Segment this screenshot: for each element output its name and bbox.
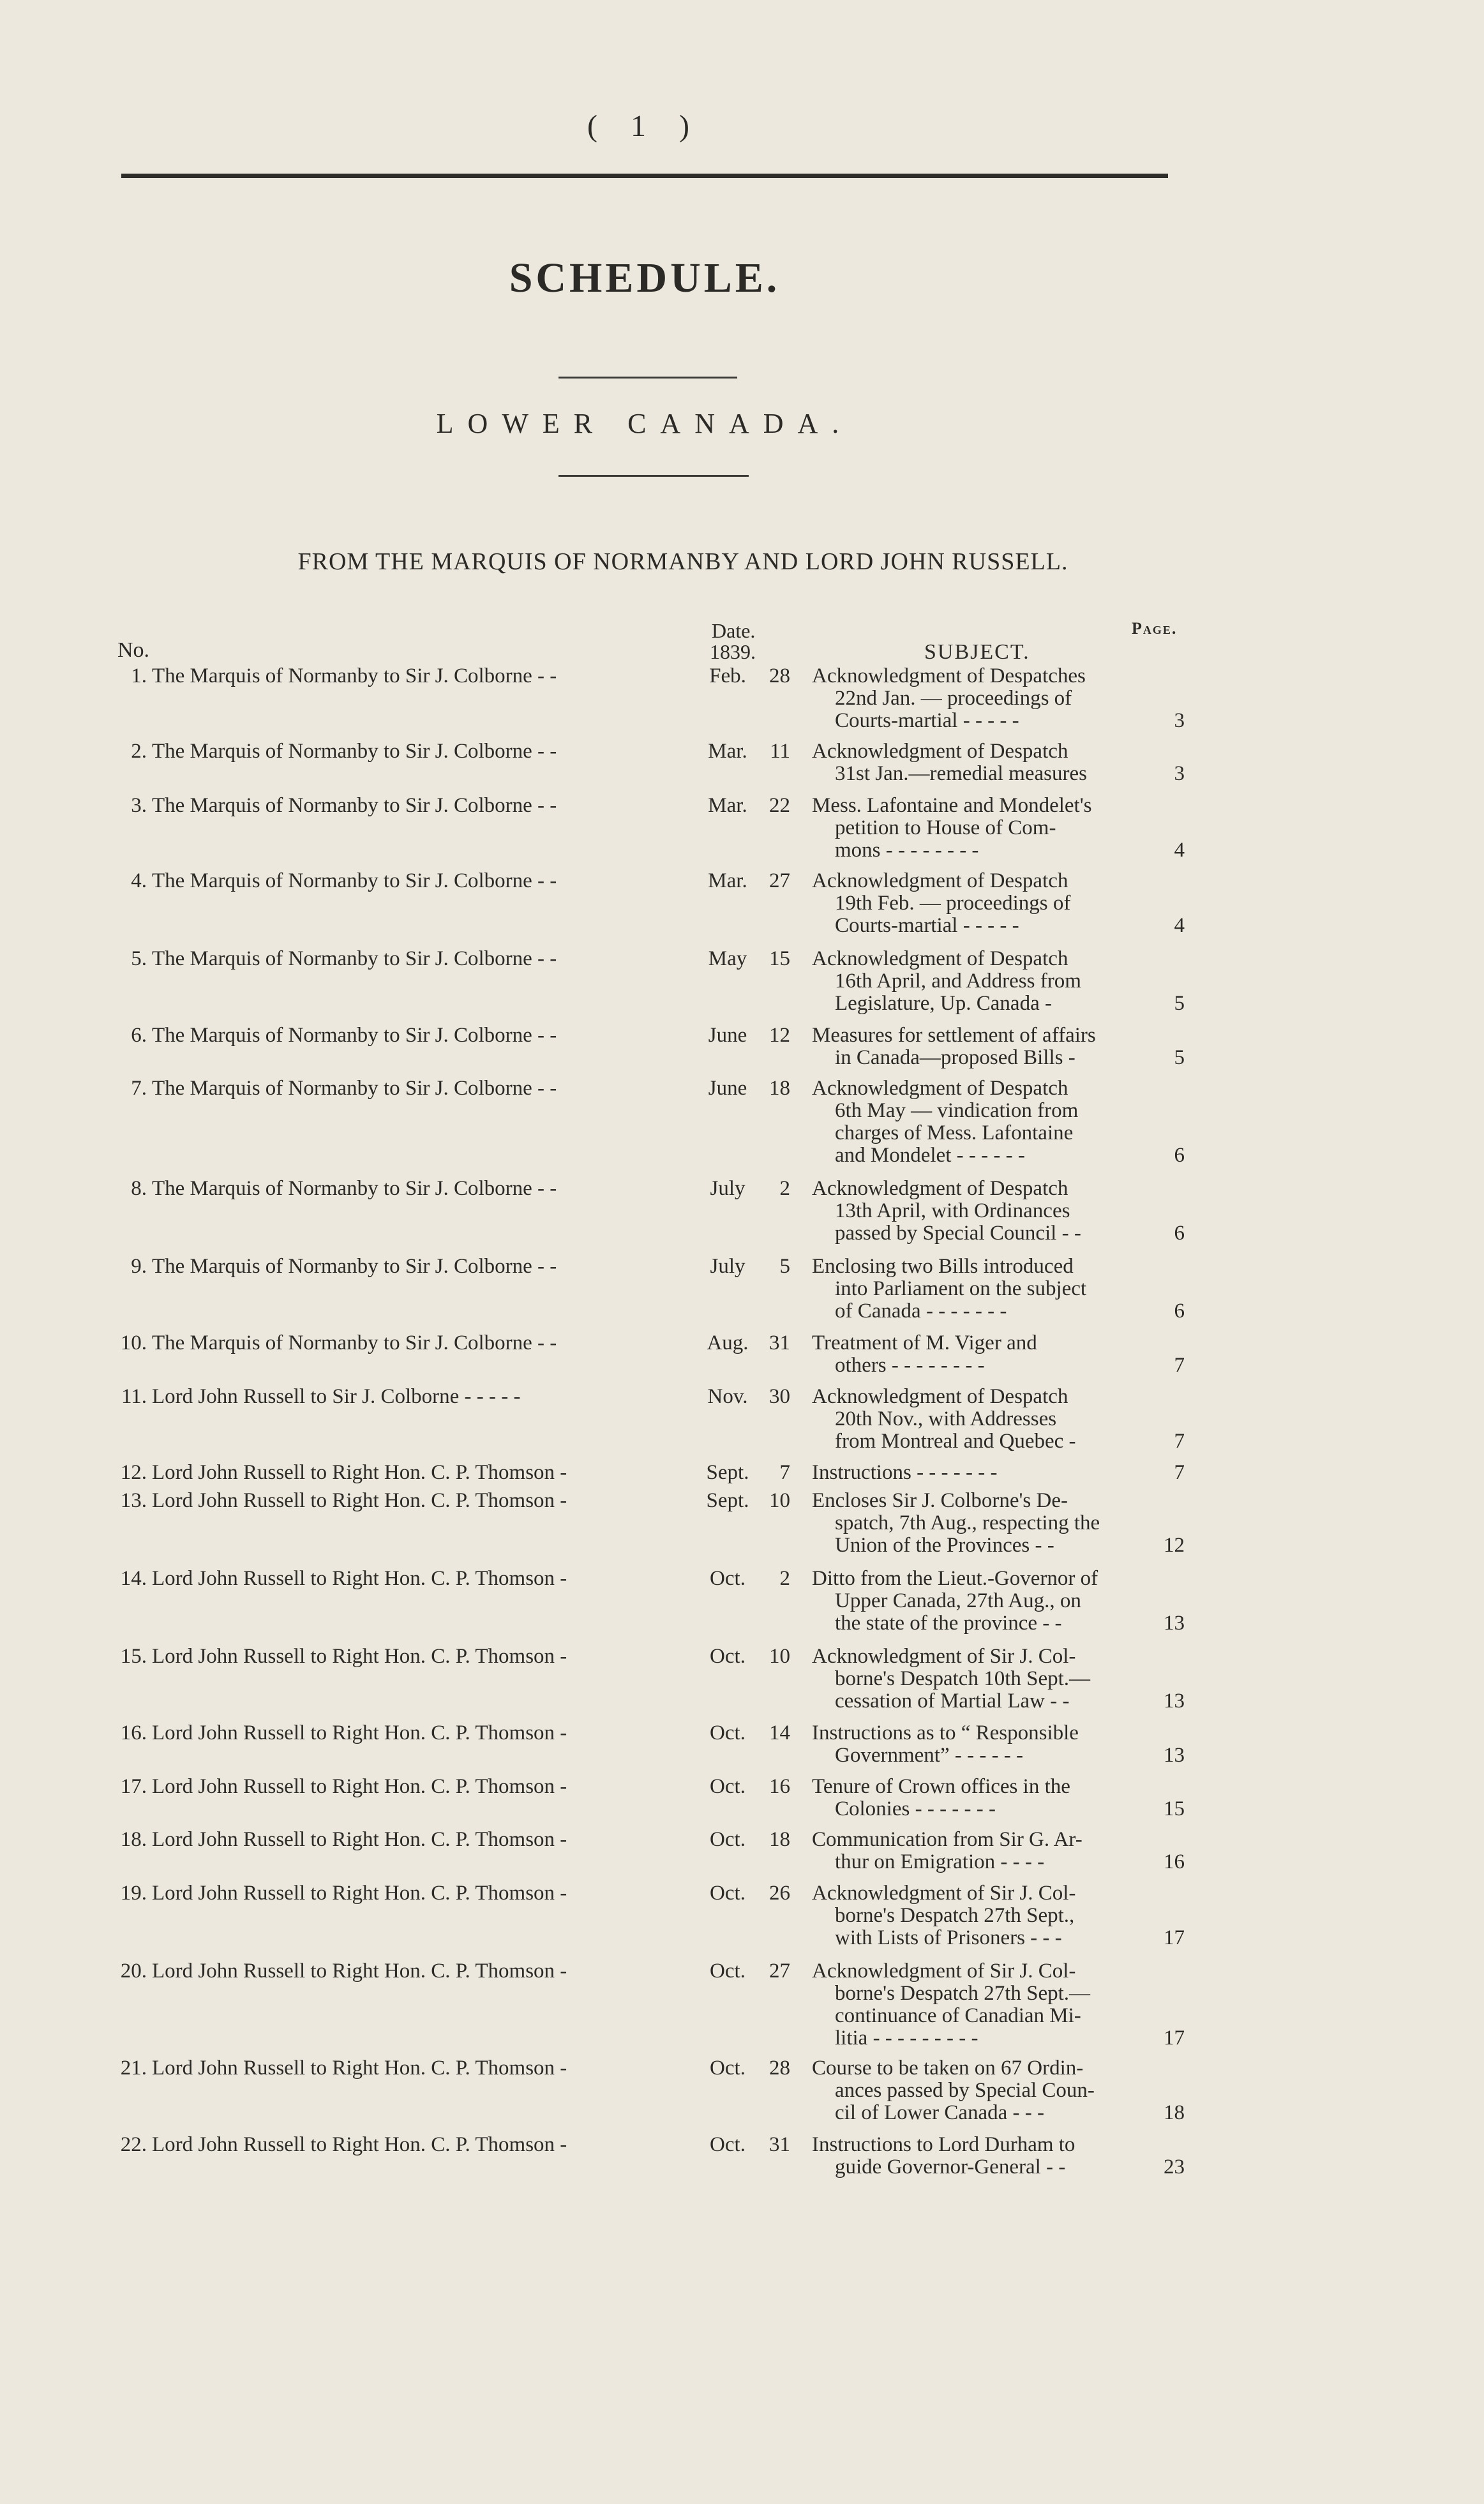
entry-page-number: 13 [1164,1744,1185,1767]
entry-page-number: 17 [1164,1926,1185,1949]
entry-day: 27 [769,869,790,892]
entry-number: 1. [131,664,147,687]
column-header-subject: SUBJECT. [924,640,1030,664]
entry-subject-line: into Parliament on the subject [835,1277,1087,1300]
page-title: SCHEDULE. [509,255,781,301]
entry-month: Nov. [707,1385,748,1408]
entry-page-number: 4 [1174,839,1185,862]
entry-subject [812,795,1144,862]
entry-day: 26 [769,1882,790,1905]
entry-number: 11. [121,1385,147,1408]
entry-subject [812,1776,1144,1820]
entry-subject-line: with Lists of Prisoners - - - [835,1926,1062,1949]
entry-number: 9. [131,1255,147,1278]
entry-correspondents: The Marquis of Normanby to Sir J. Colborne - - [152,947,557,970]
entry-subject-line: the state of the province - - [835,1612,1062,1635]
entry-day: 27 [769,1960,790,1983]
entry-subject-line: borne's Despatch 27th Sept., [835,1904,1075,1927]
entry-page-number: 3 [1174,709,1185,732]
entry-page-number: 4 [1174,914,1185,937]
from-heading: FROM THE MARQUIS OF NORMANBY AND LORD JOHN RUSSELL. [297,548,1068,575]
entry-month: Aug. [707,1331,749,1354]
entry-subject-line: Acknowledgment of Sir J. Col- [812,1645,1076,1668]
entry-number: 15. [120,1645,147,1668]
entry-number: 12. [120,1461,147,1484]
entry-month: Sept. [706,1461,749,1484]
entry-number: 16. [120,1721,147,1744]
entry-page-number: 16 [1164,1850,1185,1873]
entry-subject [812,1332,1144,1377]
entry-month: Oct. [710,1960,746,1983]
region-heading: LOWER CANADA. [436,408,853,439]
entry-subject-line: Mess. Lafontaine and Mondelet's [812,794,1092,817]
entry-subject [812,1646,1144,1713]
entry-subject-line: Enclosing two Bills introduced [812,1255,1074,1278]
entry-number: 19. [120,1882,147,1905]
entry-month: Sept. [706,1489,749,1512]
entry-page-number: 23 [1164,2155,1185,2178]
entry-subject-line: Union of the Provinces - - [835,1534,1054,1557]
entry-subject-line: 22nd Jan. — proceedings of [835,687,1072,710]
entry-subject [812,2057,1144,2124]
entry-month: Mar. [708,869,747,892]
entry-subject-line: from Montreal and Quebec - [835,1430,1076,1453]
entry-subject-line: spatch, 7th Aug., respecting the [835,1511,1100,1534]
entry-correspondents: The Marquis of Normanby to Sir J. Colborne - - [152,794,557,817]
entry-correspondents: The Marquis of Normanby to Sir J. Colborne - - [152,1255,557,1278]
entry-page-number: 5 [1174,1046,1185,1069]
entry-subject-line: Course to be taken on 67 Ordin- [812,2057,1084,2080]
entry-month: Oct. [710,1721,746,1744]
entry-subject-line: Tenure of Crown offices in the [812,1775,1070,1798]
entry-subject-line: ances passed by Special Coun- [835,2079,1095,2102]
column-header-year: 1839. [710,640,756,663]
entry-subject-line: charges of Mess. Lafontaine [835,1121,1074,1144]
entry-subject-line: thur on Emigration - - - - [835,1850,1045,1873]
entry-correspondents: The Marquis of Normanby to Sir J. Colborne - - [152,1024,557,1047]
entry-page-number: 13 [1164,1690,1185,1713]
entry-correspondents: Lord John Russell to Right Hon. C. P. Thomson - [152,2057,567,2080]
entry-month: Oct. [710,1882,746,1905]
entry-month: Oct. [710,1567,746,1590]
entry-subject-line: continuance of Canadian Mi- [835,2004,1081,2027]
entry-subject-line: borne's Despatch 27th Sept.— [835,1982,1091,2005]
entry-number: 14. [120,1567,147,1590]
entry-day: 11 [770,740,790,763]
entry-page-number: 18 [1164,2101,1185,2124]
entry-correspondents: Lord John Russell to Right Hon. C. P. Thomson - [152,1461,567,1484]
entry-subject-line: Encloses Sir J. Colborne's De- [812,1489,1068,1512]
entry-day: 18 [769,1828,790,1851]
entry-month: Oct. [710,1645,746,1668]
entry-number: 17. [120,1775,147,1798]
column-header-no: No. [117,638,150,662]
entry-day: 16 [769,1775,790,1798]
entry-month: Feb. [709,664,746,687]
entry-subject [812,740,1144,785]
entry-correspondents: The Marquis of Normanby to Sir J. Colborne - - [152,664,557,687]
entry-correspondents: Lord John Russell to Right Hon. C. P. Thomson - [152,1489,567,1512]
entry-subject-line: of Canada - - - - - - - [835,1300,1007,1323]
entry-subject [812,2134,1144,2178]
entry-subject-line: Acknowledgment of Despatches [812,664,1086,687]
entry-page-number: 3 [1174,762,1185,785]
entry-subject-line: and Mondelet - - - - - - [835,1144,1025,1167]
entry-subject [812,1462,1144,1484]
entry-number: 3. [131,794,147,817]
entry-correspondents: The Marquis of Normanby to Sir J. Colborne - - [152,869,557,892]
entry-correspondents: The Marquis of Normanby to Sir J. Colborne - - [152,1177,557,1200]
entry-page-number: 6 [1174,1300,1185,1323]
entry-subject-line: guide Governor-General - - [835,2155,1066,2178]
entry-page-number: 6 [1174,1144,1185,1167]
entry-page-number: 17 [1164,2027,1185,2050]
entry-subject-line: 13th April, with Ordinances [835,1199,1070,1222]
entry-page-number: 6 [1174,1222,1185,1245]
entry-number: 21. [120,2057,147,2080]
entry-subject-line: petition to House of Com- [835,816,1056,839]
entry-subject [812,1568,1144,1635]
entry-day: 28 [769,2057,790,2080]
entry-number: 5. [131,947,147,970]
entry-day: 5 [779,1255,790,1278]
entry-day: 7 [779,1461,790,1484]
entry-page-number: 12 [1164,1534,1185,1557]
entry-subject-line: Acknowledgment of Despatch [812,947,1068,970]
entry-number: 2. [131,740,147,763]
entry-subject-line: Upper Canada, 27th Aug., on [835,1589,1081,1612]
entry-correspondents: The Marquis of Normanby to Sir J. Colborne - - [152,1077,557,1100]
entry-correspondents: Lord John Russell to Sir J. Colborne - - - - - [152,1385,521,1408]
entry-subject-line: Acknowledgment of Despatch [812,1177,1068,1200]
entry-subject-line: cessation of Martial Law - - [835,1690,1070,1713]
entry-day: 10 [769,1489,790,1512]
entry-month: June [708,1077,747,1100]
entry-correspondents: Lord John Russell to Right Hon. C. P. Thomson - [152,1960,567,1983]
entry-day: 30 [769,1385,790,1408]
entry-correspondents: Lord John Russell to Right Hon. C. P. Thomson - [152,1775,567,1798]
entry-subject-line: mons - - - - - - - - [835,839,979,862]
entry-day: 12 [769,1024,790,1047]
entry-subject [812,870,1144,937]
entry-subject-line: in Canada—proposed Bills - [835,1046,1076,1069]
entry-subject [812,1386,1144,1453]
entry-subject [812,1722,1144,1767]
entry-number: 4. [131,869,147,892]
entry-subject [812,948,1144,1015]
entry-number: 6. [131,1024,147,1047]
entry-day: 2 [779,1567,790,1590]
entry-subject-line: 6th May — vindication from [835,1099,1079,1122]
page-number: ( 1 ) [587,109,702,143]
entry-subject-line: Instructions - - - - - - - [812,1461,998,1484]
entry-number: 13. [120,1489,147,1512]
entry-subject-line: 31st Jan.—remedial measures [835,762,1087,785]
entry-subject [812,1882,1144,1949]
entry-subject-line: others - - - - - - - - [835,1354,985,1377]
entry-number: 10. [120,1331,147,1354]
entry-page-number: 13 [1164,1612,1185,1635]
entry-subject [812,1178,1144,1245]
entry-correspondents: Lord John Russell to Right Hon. C. P. Thomson - [152,2133,567,2156]
entry-subject-line: 20th Nov., with Addresses [835,1407,1057,1430]
entry-month: Oct. [710,1828,746,1851]
entry-number: 8. [131,1177,147,1200]
entry-month: Oct. [710,2133,746,2156]
entry-subject-line: Acknowledgment of Despatch [812,1077,1068,1100]
entry-subject-line: Acknowledgment of Despatch [812,740,1068,763]
entry-subject-line: passed by Special Council - - [835,1222,1081,1245]
entry-day: 15 [769,947,790,970]
entry-day: 10 [769,1645,790,1668]
entry-correspondents: Lord John Russell to Right Hon. C. P. Thomson - [152,1828,567,1851]
entry-correspondents: Lord John Russell to Right Hon. C. P. Thomson - [152,1721,567,1744]
entry-number: 22. [120,2133,147,2156]
entry-subject-line: litia - - - - - - - - - [835,2027,978,2050]
entry-day: 18 [769,1077,790,1100]
entry-month: May [708,947,747,970]
entry-day: 31 [769,1331,790,1354]
entry-subject-line: Acknowledgment of Sir J. Col- [812,1960,1076,1983]
entry-number: 20. [120,1960,147,1983]
entry-subject-line: Acknowledgment of Despatch [812,1385,1068,1408]
entry-subject [812,1256,1144,1323]
entry-subject-line: cil of Lower Canada - - - [835,2101,1045,2124]
entry-subject [812,1077,1144,1167]
entry-month: Oct. [710,2057,746,2080]
entry-subject [812,665,1144,732]
entry-month: Oct. [710,1775,746,1798]
entry-page-number: 7 [1174,1461,1185,1484]
entry-subject-line: Courts-martial - - - - - [835,914,1019,937]
entry-month: Mar. [708,740,747,763]
entry-subject-line: Acknowledgment of Despatch [812,869,1068,892]
entry-correspondents: Lord John Russell to Right Hon. C. P. Thomson - [152,1567,567,1590]
entry-page-number: 7 [1174,1354,1185,1377]
column-header-date: Date. [712,619,756,642]
entry-subject-line: borne's Despatch 10th Sept.— [835,1667,1091,1690]
entry-subject [812,1024,1144,1069]
entry-day: 28 [769,664,790,687]
entry-correspondents: Lord John Russell to Right Hon. C. P. Thomson - [152,1882,567,1905]
entry-subject [812,1490,1144,1557]
column-header-page: Page. [1132,619,1178,638]
entry-subject-line: Courts-martial - - - - - [835,709,1019,732]
entry-page-number: 7 [1174,1430,1185,1453]
entry-month: Mar. [708,794,747,817]
entry-subject-line: Measures for settlement of affairs [812,1024,1096,1047]
entry-day: 31 [769,2133,790,2156]
entry-page-number: 5 [1174,992,1185,1015]
entry-month: June [708,1024,747,1047]
entry-correspondents: Lord John Russell to Right Hon. C. P. Thomson - [152,1645,567,1668]
entry-subject-line: Instructions as to “ Responsible [812,1721,1079,1744]
entry-month: July [710,1255,746,1278]
entry-month: July [710,1177,746,1200]
entry-correspondents: The Marquis of Normanby to Sir J. Colborne - - [152,1331,557,1354]
entry-page-number: 15 [1164,1797,1185,1820]
entry-subject-line: Ditto from the Lieut.-Governor of [812,1567,1098,1590]
entry-subject [812,1960,1144,2050]
entry-day: 22 [769,794,790,817]
entry-subject-line: Colonies - - - - - - - [835,1797,996,1820]
entry-subject-line: Instructions to Lord Durham to [812,2133,1076,2156]
entry-subject-line: Government” - - - - - - [835,1744,1024,1767]
entry-number: 7. [131,1077,147,1100]
entry-day: 14 [769,1721,790,1744]
entry-subject [812,1829,1144,1873]
entry-subject-line: Communication from Sir G. Ar- [812,1828,1083,1851]
entry-subject-line: Acknowledgment of Sir J. Col- [812,1882,1076,1905]
entry-day: 2 [779,1177,790,1200]
entry-subject-line: 19th Feb. — proceedings of [835,892,1071,915]
entry-number: 18. [120,1828,147,1851]
entry-subject-line: Treatment of M. Viger and [812,1331,1037,1354]
entry-subject-line: 16th April, and Address from [835,970,1081,993]
entry-subject-line: Legislature, Up. Canada - [835,992,1052,1015]
entry-correspondents: The Marquis of Normanby to Sir J. Colborne - - [152,740,557,763]
